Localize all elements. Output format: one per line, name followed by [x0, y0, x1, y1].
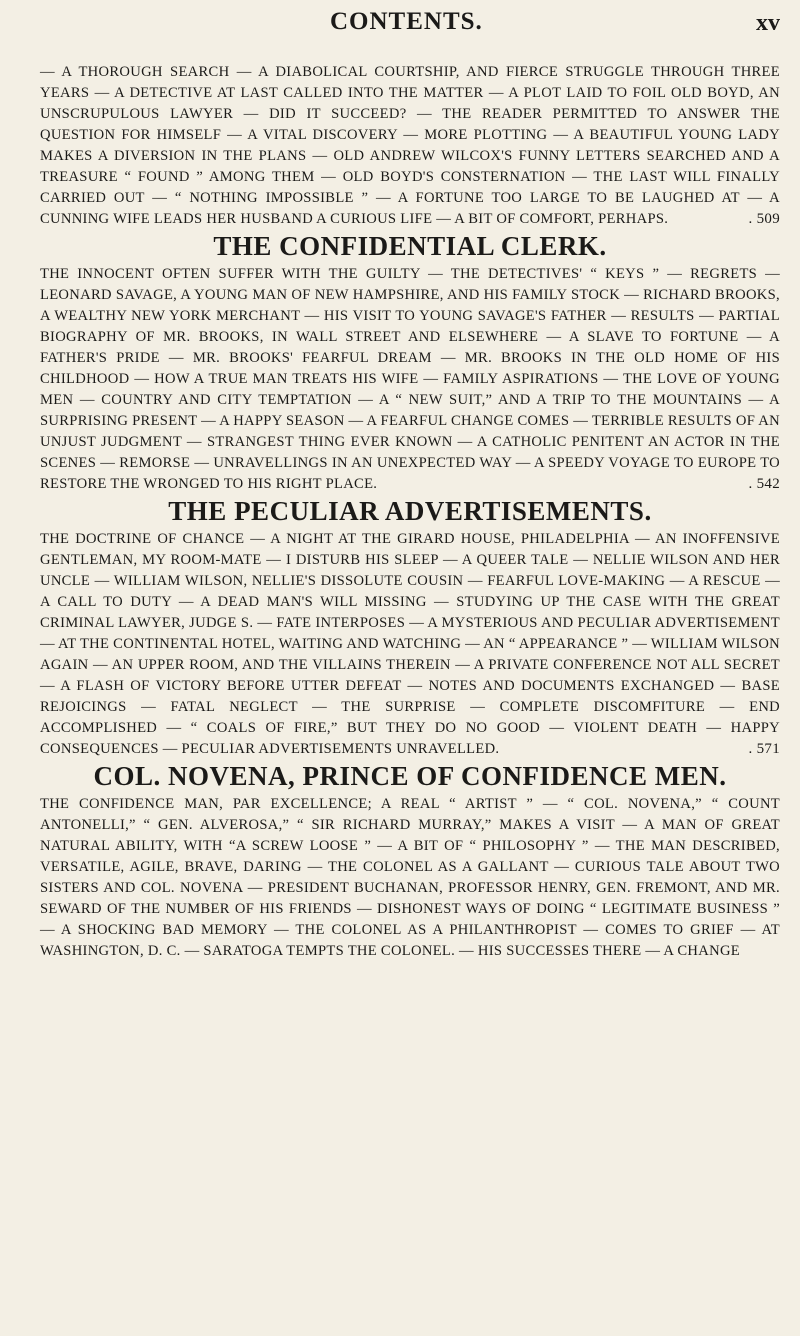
- section-title: THE PECULIAR ADVERTISEMENTS.: [168, 496, 652, 526]
- synopsis-block: [40, 62, 780, 230]
- synopsis-block: [40, 794, 780, 962]
- synopsis-text: THE INNOCENT OFTEN SUFFER WITH THE GUILTY — THE DETECTIVES' “ KEYS ” — REGRETS — LEONARD SAVAGE, A YOUNG MAN OF NEW HAMPSHIRE, AND HIS FAMILY STOCK — RICHARD BROOKS, A WEALTHY NEW YORK MERCHANT — HIS VISIT TO YOUNG SAVAGE'S FATHER — RESULTS — PARTIAL BIOGRAPHY OF MR. BROOKS, IN WALL STREET AND ELSEWHERE — A SLAVE TO FORTUNE — A FATHER'S PRIDE — MR. BROOKS' FEARFUL DREAM — MR. BROOKS IN THE OLD HOME OF HIS CHILDHOOD — HOW A TRUE MAN TREATS HIS WIFE — FAMILY ASPIRATIONS — THE LOVE OF YOUNG MEN — COUNTRY AND CITY TEMPTATION — A “ NEW SUIT,” AND A TRIP TO THE MOUNTAINS — A SURPRISING PRESENT — A HAPPY SEASON — A FEARFUL CHANGE COMES — TERRIBLE RESULTS OF AN UNJUST JUDGMENT — STRANGEST THING EVER KNOWN — A CATHOLIC PENITENT AN ACTOR IN THE SCENES — REMORSE — UNRAVELLINGS IN AN UNEXPECTED WAY — A SPEEDY VOYAGE TO EUROPE TO RESTORE THE WRONGED TO HIS RIGHT PLACE.: [40, 266, 780, 492]
- page-reference: . 571: [748, 741, 780, 757]
- running-header: [0, 8, 800, 48]
- header-title: CONTENTS.: [330, 8, 483, 35]
- contents-body: [40, 62, 780, 962]
- section-title: THE CONFIDENTIAL CLERK.: [213, 231, 607, 261]
- synopsis-block: [40, 529, 780, 760]
- synopsis-block: [40, 264, 780, 495]
- section-title: COL. NOVENA, PRINCE OF CONFIDENCE MEN.: [93, 761, 727, 791]
- synopsis-text: THE CONFIDENCE MAN, PAR EXCELLENCE; A REAL “ ARTIST ” — “ COL. NOVENA,” “ COUNT ANTONELLI,” “ GEN. ALVEROSA,” “ SIR RICHARD MURRAY,” MAKES A VISIT — A MAN OF GREAT NATURAL ABILITY, WITH “A SCREW LOOSE ” — A BIT OF “ PHILOSOPHY ” — THE MAN DESCRIBED, VERSATILE, AGILE, BRAVE, DARING — THE COLONEL AS A GALLANT — CURIOUS TALE ABOUT TWO SISTERS AND COL. NOVENA — PRESIDENT BUCHANAN, PROFESSOR HENRY, GEN. FREMONT, AND MR. SEWARD OF THE NUMBER OF HIS FRIENDS — DISHONEST WAYS OF DOING “ LEGITIMATE BUSINESS ” — A SHOCKING BAD MEMORY — THE COLONEL AS A PHILANTHROPIST — COMES TO GRIEF — AT WASHINGTON, D. C. — SARATOGA TEMPTS THE COLONEL. — HIS SUCCESSES THERE — A CHANGE: [40, 796, 780, 959]
- synopsis-text: — A THOROUGH SEARCH — A DIABOLICAL COURTSHIP, AND FIERCE STRUGGLE THROUGH THREE YEARS — A DETECTIVE AT LAST CALLED INTO THE MATTER — A PLOT LAID TO FOIL OLD BOYD, AN UNSCRUPULOUS LAWYER — DID IT SUCCEED? — THE READER PERMITTED TO ANSWER THE QUESTION FOR HIMSELF — A VITAL DISCOVERY — MORE PLOTTING — A BEAUTIFUL YOUNG LADY MAKES A DIVERSION IN THE PLANS — OLD ANDREW WILCOX'S FUNNY LETTERS SEARCHED AND A TREASURE “ FOUND ” AMONG THEM — OLD BOYD'S CONSTERNATION — THE LAST WILL FINALLY CARRIED OUT — “ NOTHING IMPOSSIBLE ” — A FORTUNE TOO LARGE TO BE LAUGHED AT — A CUNNING WIFE LEADS HER HUSBAND A CURIOUS LIFE — A BIT OF COMFORT, PERHAPS.: [40, 64, 780, 227]
- header-page-number: xv: [756, 10, 780, 36]
- page-reference: . 542: [748, 476, 780, 492]
- page-reference: . 509: [748, 211, 780, 227]
- synopsis-text: THE DOCTRINE OF CHANCE — A NIGHT AT THE GIRARD HOUSE, PHILADELPHIA — AN INOFFENSIVE GENTLEMAN, MY ROOM-MATE — I DISTURB HIS SLEEP — A QUEER TALE — NELLIE WILSON AND HER UNCLE — WILLIAM WILSON, NELLIE'S DISSOLUTE COUSIN — FEARFUL LOVE-MAKING — A RESCUE — A CALL TO DUTY — A DEAD MAN'S WILL MISSING — STUDYING UP THE CASE WITH THE GREAT CRIMINAL LAWYER, JUDGE S. — FATE INTERPOSES — A MYSTERIOUS AND PECULIAR ADVERTISEMENT — AT THE CONTINENTAL HOTEL, WAITING AND WATCHING — AN “ APPEARANCE ” — WILLIAM WILSON AGAIN — AN UPPER ROOM, AND THE VILLAINS THEREIN — A PRIVATE CONFERENCE NOT ALL SECRET — A FLASH OF VICTORY BEFORE UTTER DEFEAT — NOTES AND DOCUMENTS EXCHANGED — BASE REJOICINGS — FATAL NEGLECT — THE SURPRISE — COMPLETE DISCOMFITURE — END ACCOMPLISHED — “ COALS OF FIRE,” BUT THEY DO NO GOOD — VIOLENT DEATH — HAPPY CONSEQUENCES — PECULIAR ADVERTISEMENTS UNRAVELLED.: [40, 531, 780, 757]
